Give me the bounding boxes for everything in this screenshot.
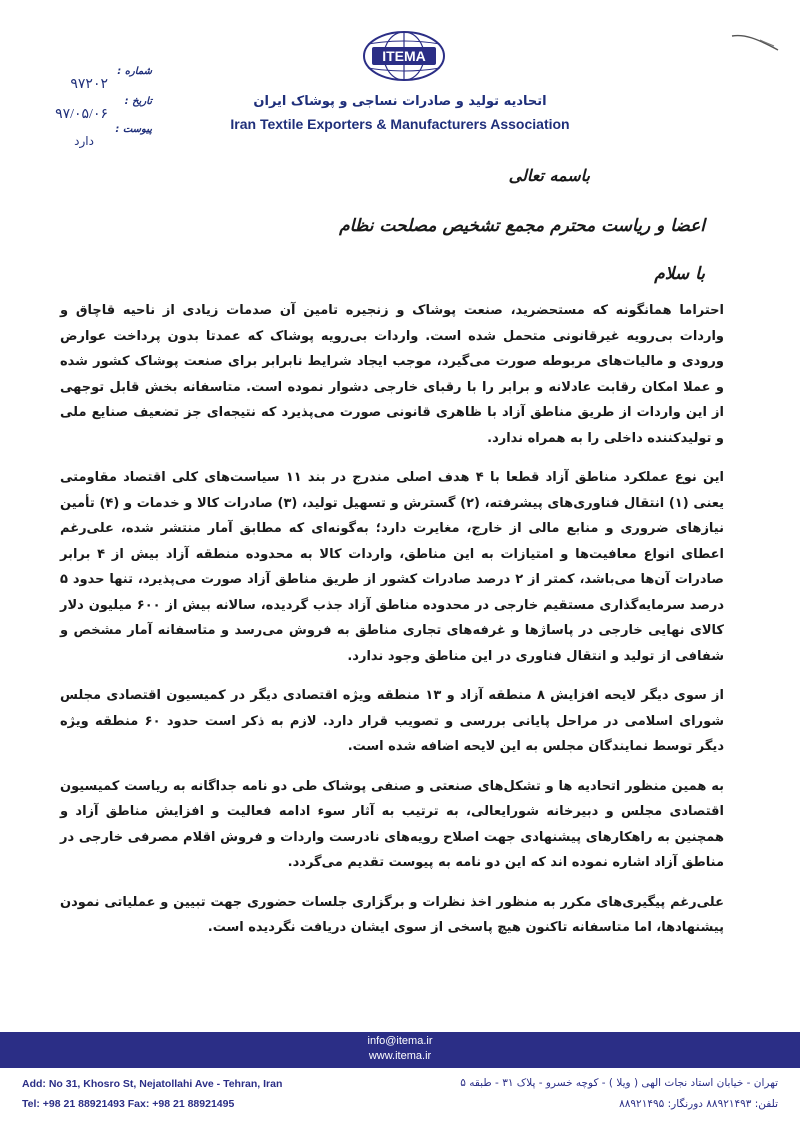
- letter-number-value: ۹۷۲۰۲: [70, 77, 108, 92]
- body-paragraph: از سوی دیگر لایحه افزایش ۸ منطقه آزاد و ۱۳ منطقه ویژه اقتصادی دیگر در کمیسیون اقتصادی مجلس شورای اسلامی در مراحل پایانی بررسی و تصویب قرار دارد. لازم به ذکر است حدود ۶۰ منطقه ویژه دیگر توسط نمایندگان مجلس به این لایحه اضافه شده است.: [60, 688, 725, 754]
- page-corner-mark: [730, 30, 780, 54]
- attachment-label: پیوست :: [115, 124, 152, 135]
- letter-opening: باسمه تعالی: [508, 166, 590, 185]
- letter-date-value: ۹۷/۰۵/۰۶: [55, 107, 108, 122]
- itema-logo: [360, 28, 448, 84]
- attachment-value: دارد: [74, 134, 94, 148]
- body-paragraph: علی‌رغم پیگیری‌های مکرر به منظور اخذ نظرات و برگزاری جلسات حضوری جهت تبیین و عملیاتی نمودن پیشنهادها، اما متاسفانه تاکنون هیچ پاسخی از سوی ایشان دریافت نگردیده است.: [60, 894, 724, 935]
- association-name-en: Iran Textile Exporters & Manufacturers Association: [230, 116, 570, 132]
- letter-body: [60, 298, 724, 955]
- logo-text: ITEMA: [382, 48, 426, 64]
- footer-phone-en: Tel: +98 21 88921493 Fax: +98 21 88921495: [22, 1098, 235, 1110]
- letter-date-label: تاریخ :: [124, 96, 152, 107]
- footer-phone-fa: تلفن: ۸۸۹۲۱۴۹۳ دورنگار: ۸۸۹۲۱۴۹۵: [619, 1098, 778, 1110]
- body-paragraph: این نوع عملکرد مناطق آزاد قطعا با ۴ هدف اصلی مندرج در بند ۱۱ سیاست‌های کلی اقتصاد مقاومتی یعنی (۱) انتقال فناوری‌های پیشرفته، (۲) گسترش و تسهیل تولید، (۳) صادرات کالا و خدمات و (۴) تأمین نیازهای ضروری و منابع مالی از خارج، مغایرت دارد؛ به‌گونه‌ای که مطابق آمار منتشر شده، علی‌رغم اعطای انواع معافیت‌ها و امتیازات به این مناطق، واردات کالا به محدوده منطقه آزاد بیش از ۴ برابر صادرات آن‌ها می‌باشد، کمتر از ۲ درصد صادرات کشور از طریق مناطق آزاد صورت می‌پذیرد، تنها حدود ۵ درصد سرمایه‌گذاری مستقیم خارجی در محدوده مناطق آزاد جذب گردیده، سالانه بیش از ۶۰۰ میلیون دلار کالای نهایی خارجی در پاساژها و غرفه‌های تجاری مناطق به فروش می‌رسد و متاسفانه آمار مشخص و شفافی از تولید و انتقال فناوری در این مناطق وجود ندارد.: [60, 470, 725, 664]
- footer-address-en: Add: No 31, Khosro St, Nejatollahi Ave - Tehran, Iran: [22, 1078, 283, 1090]
- letter-number-label: شماره :: [117, 66, 152, 77]
- footer-website: www.itema.ir: [368, 1050, 432, 1062]
- body-paragraph: به همین منظور اتحادیه ها و تشکل‌های صنعتی و صنفی پوشاک طی دو نامه جداگانه به ریاست کمیسیون اقتصادی مجلس و دبیرخانه شورایعالی، به ترتیب به آثار سوء ادامه فعالیت و افزایش مناطق آزاد و همچنین به راهکارهای پیشنهادی جهت اصلاح رویه‌های نادرست واردات و فروش اقلام مصرفی خارجی در مناطق آزاد اشاره نموده اند که این دو نامه به پیوست تقدیم می‌گردد.: [60, 778, 724, 870]
- association-name-fa: اتحادیه تولید و صادرات نساجی و پوشاک ایران: [253, 94, 547, 109]
- footer-address-fa: تهران - خیابان استاد نجات الهی ( ویلا ) - کوچه خسرو - پلاک ۳۱ - طبقه ۵: [460, 1077, 778, 1089]
- footer-email: info@itema.ir: [367, 1035, 433, 1047]
- letter-greeting: با سلام: [654, 264, 705, 284]
- letter-addressee: اعضا و ریاست محترم مجمع تشخیص مصلحت نظام: [339, 216, 705, 236]
- body-paragraph: احتراما همانگونه که مستحضرید، صنعت پوشاک و زنجیره تامین آن صدمات زیادی از ناحیه قاچاق و واردات بی‌رویه غیرقانونی متحمل شده است. واردات بی‌رویه پوشاک که عمدتا بدون پرداخت عوارض ورودی و مالیات‌های مربوطه صورت می‌گیرد، موجب ایجاد شرایط نابرابر برای صنعت پوشاک کشور شده و عملا امکان رقابت عادلانه و برابر را با رقبای خارجی دشوار نموده است. متاسفانه بخش قابل توجهی از این واردات از طریق مناطق آزاد با ظاهری قانونی صورت می‌پذیرد که نتیجه‌ای جز تضعیف صنایع ملی و تولیدکننده داخلی را به همراه ندارد.: [60, 303, 724, 446]
